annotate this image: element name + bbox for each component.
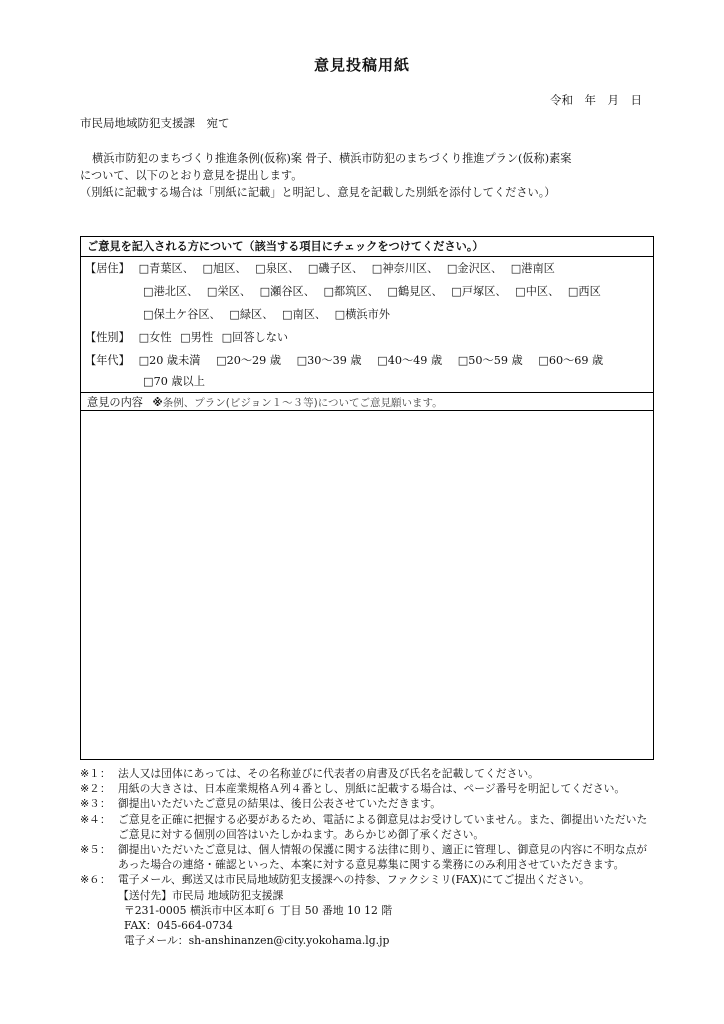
residence-option[interactable]: □横浜市外 <box>334 308 390 321</box>
opinion-textarea[interactable] <box>81 412 653 759</box>
gender-label: 【性別】 <box>85 331 130 344</box>
age-row-1 <box>85 352 615 368</box>
residence-option[interactable]: □瀬谷区、 <box>259 285 315 298</box>
contact-address: 〒231-0005 横浜市中区本町６ 丁目 50 番地 10 12 階 <box>124 903 393 917</box>
opinion-header <box>81 392 653 411</box>
contact-block <box>80 888 655 949</box>
gender-option[interactable]: □回答しない <box>221 331 289 344</box>
contact-email[interactable]: 電子メール：sh-anshinanzen@city.yokohama.lg.jp <box>124 934 390 948</box>
residence-option[interactable]: □栄区、 <box>206 285 252 298</box>
gender-option[interactable]: □男性 <box>180 331 214 344</box>
residence-option[interactable]: □南区、 <box>281 308 327 321</box>
gender-row <box>85 329 293 345</box>
age-option[interactable]: □30～39 歳 <box>296 354 362 367</box>
submitter-form <box>80 236 654 760</box>
residence-option[interactable]: □神奈川区、 <box>371 262 439 275</box>
residence-row-3 <box>143 306 395 322</box>
notes-section <box>80 766 655 948</box>
residence-option[interactable]: □保土ケ谷区、 <box>143 308 221 321</box>
form-header: ご意見を記入される方について（該当する項目にチェックをつけてください。） <box>81 237 653 257</box>
residence-option[interactable]: □西区 <box>567 285 601 298</box>
note-label: ※６： <box>80 873 111 887</box>
note-item <box>80 872 655 887</box>
note-label: ※２： <box>80 782 111 796</box>
age-option[interactable]: □60～69 歳 <box>538 354 604 367</box>
note-text: 法人又は団体にあっては、その名称並びに代表者の肩書及び氏名を記載してください。 <box>118 767 539 780</box>
gender-option[interactable]: □女性 <box>138 331 172 344</box>
age-option[interactable]: □40～49 歳 <box>377 354 443 367</box>
residence-option[interactable]: □金沢区、 <box>446 262 503 275</box>
residence-row-2 <box>143 283 606 299</box>
intro-line-3: （別紙に記載する場合は「別紙に記載」と明記し、意見を記載した別紙を添付してください。） <box>80 186 556 199</box>
residence-option[interactable]: □中区、 <box>515 285 560 298</box>
opinion-label: 意見の内容 <box>87 396 143 409</box>
page-title: 意見投稿用紙 <box>313 56 410 74</box>
intro-line-2: について、以下のとおり意見を提出します。 <box>80 169 303 182</box>
note-item <box>80 812 655 842</box>
note-label: ※４： <box>80 812 111 826</box>
residence-option[interactable]: □緑区、 <box>229 308 274 321</box>
note-label: ※３： <box>80 797 111 811</box>
age-option[interactable]: □70 歳以上 <box>143 375 205 388</box>
residence-option[interactable]: □磯子区、 <box>307 262 364 275</box>
opinion-note: 条例、プラン(ビジョン１～３等)についてご意見願います。 <box>162 397 443 409</box>
note-text: 御提出いただいたご意見の結果は、後日公表させていただきます。 <box>118 797 442 811</box>
note-item <box>80 766 655 781</box>
residence-option[interactable]: □旭区、 <box>202 262 247 275</box>
age-option[interactable]: □20～29 歳 <box>216 354 282 367</box>
residence-option[interactable]: □港北区、 <box>143 285 199 298</box>
residence-option[interactable]: □鶴見区、 <box>387 285 443 298</box>
submission-date: 令和 年 月 日 <box>550 93 642 107</box>
intro-text <box>80 150 660 201</box>
age-option[interactable]: □50～59 歳 <box>457 354 523 367</box>
note-label: ※５： <box>80 843 111 857</box>
note-item <box>80 842 655 872</box>
residence-option[interactable]: □港南区 <box>510 262 555 275</box>
intro-line-1: 横浜市防犯のまちづくり推進条例(仮称)案 骨子、横浜市防犯のまちづくり推進プラン(仮称)素案 <box>92 152 572 165</box>
contact-fax: FAX：045-664-0734 <box>124 919 233 933</box>
residence-option[interactable]: □都筑区、 <box>323 285 379 298</box>
residence-option[interactable]: □青葉区、 <box>138 262 194 275</box>
note-text: 御提出いただいたご意見は、個人情報の保護に関する法律に則り、適正に管理し、御意見の内容に不明な点があった場合の連絡・確認といった、本案に対する意見募集に関する業務にのみ利用させていただきます。 <box>118 843 648 872</box>
residence-option[interactable]: □戸塚区、 <box>451 285 507 298</box>
age-label: 【年代】 <box>85 354 130 367</box>
addressee: 市民局地域防犯支援課 宛て <box>80 116 230 130</box>
age-option[interactable]: □20 歳未満 <box>138 354 201 367</box>
note-text: ご意見を正確に把握する必要があるため、電話による御意見はお受けしていません。また、御提出いただいたご意見に対する個別の回答はいたしかねます。あらかじめ御了承ください。 <box>118 812 648 841</box>
note-text: 電子メール、郵送又は市民局地域防犯支援課への持参、ファクシミリ(FAX)にてご提出ください。 <box>118 873 590 887</box>
residence-row-1 <box>85 260 560 276</box>
note-label: ※１： <box>80 767 111 780</box>
note-text: 用紙の大きさは、日本産業規格Ａ列４番とし、別紙に記載する場合は、ページ番号を明記してください。 <box>118 782 626 796</box>
note-item <box>80 796 655 811</box>
contact-heading: 【送付先】市民局 地域防犯支援課 <box>118 888 284 902</box>
note-item <box>80 781 655 796</box>
residence-label: 【居住】 <box>85 262 130 275</box>
residence-option[interactable]: □泉区、 <box>255 262 300 275</box>
age-row-2 <box>143 373 205 389</box>
opinion-note-mark: ※ <box>152 397 163 409</box>
